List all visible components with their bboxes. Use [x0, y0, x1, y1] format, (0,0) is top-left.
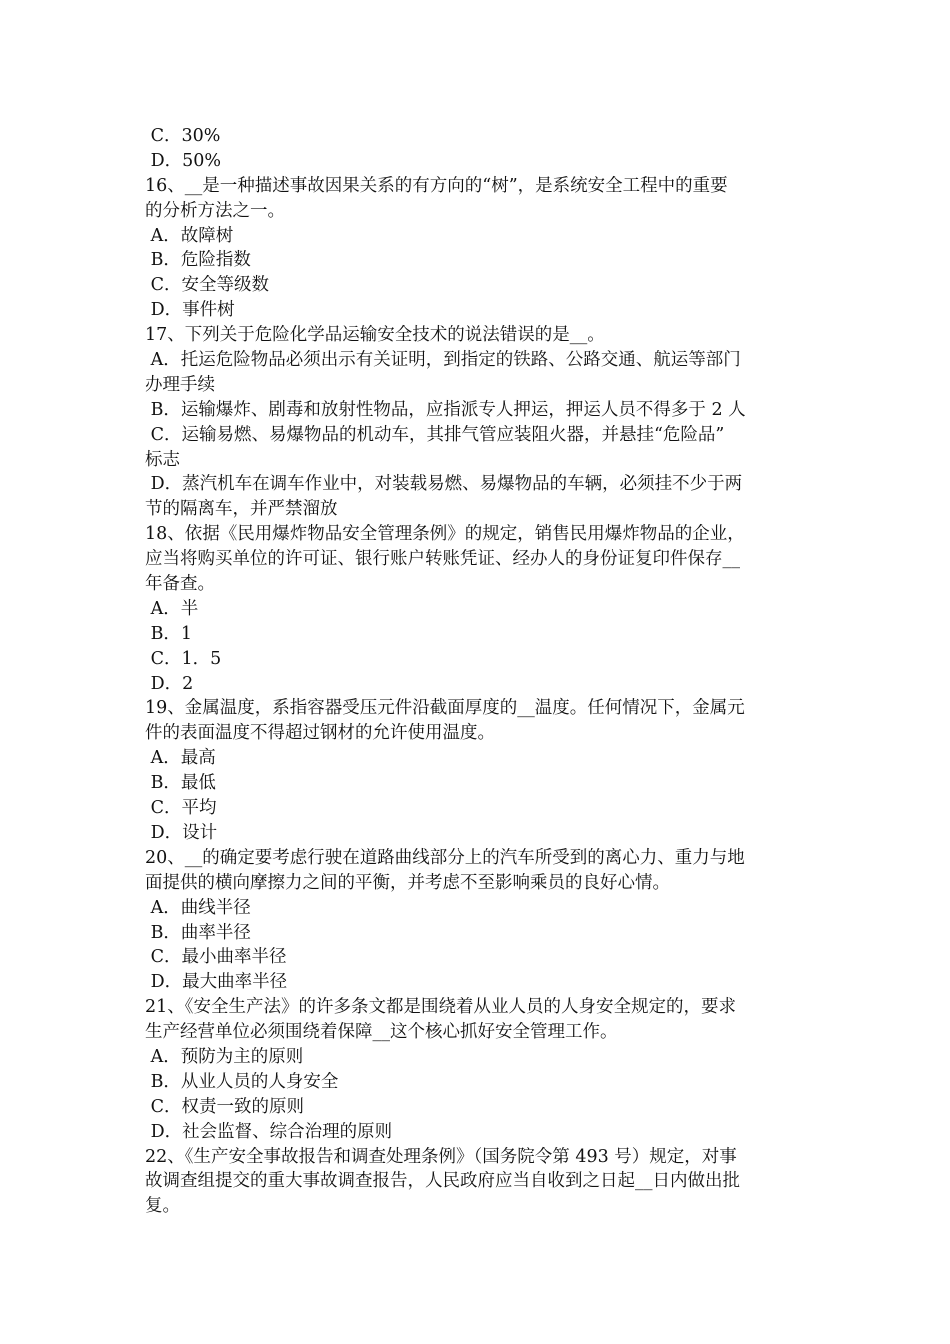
- text-line: B．从业人员的人身安全: [145, 1071, 339, 1092]
- text-line: A．最高: [145, 748, 216, 769]
- text-line: 18、依据《民用爆炸物品安全管理条例》的规定，销售民用爆炸物品的企业，: [145, 524, 745, 545]
- text-line: 办理手续: [145, 374, 215, 395]
- text-line: B．1: [145, 623, 193, 644]
- text-line: D．50%: [145, 150, 221, 171]
- text-line: D．蒸汽机车在调车作业中，对装载易燃、易爆物品的车辆，必须挂不少于两: [145, 474, 743, 495]
- text-line: 年备查。: [145, 574, 215, 595]
- text-line: C．1．5: [145, 648, 222, 669]
- text-line: A．曲线半径: [145, 897, 251, 918]
- text-line: B．最低: [145, 773, 216, 794]
- text-line: A．预防为主的原则: [145, 1046, 304, 1067]
- text-line: D．2: [145, 673, 194, 694]
- text-line: 应当将购买单位的许可证、银行账户转账凭证、经办人的身份证复印件保存__: [145, 549, 740, 570]
- text-line: D．社会监督、综合治理的原则: [145, 1121, 393, 1142]
- text-line: C．运输易燃、易爆物品的机动车，其排气管应装阻火器，并悬挂“危险品”: [145, 424, 725, 445]
- text-line: 17、下列关于危险化学品运输安全技术的说法错误的是__。: [145, 325, 605, 346]
- text-line: 件的表面温度不得超过钢材的允许使用温度。: [145, 723, 495, 744]
- text-line: A．半: [145, 598, 199, 619]
- text-line: 的分析方法之一。: [145, 200, 285, 221]
- text-line: D．设计: [145, 822, 218, 843]
- text-line: 19、金属温度，系指容器受压元件沿截面厚度的__温度。任何情况下，金属元: [145, 698, 745, 719]
- text-line: 节的隔离车，并严禁溜放: [145, 499, 338, 520]
- text-line: 20、__的确定要考虑行驶在道路曲线部分上的汽车所受到的离心力、重力与地: [145, 847, 745, 868]
- text-line: 面提供的横向摩擦力之间的平衡，并考虑不至影响乘员的良好心情。: [145, 872, 670, 893]
- text-line: A．托运危险物品必须出示有关证明，到指定的铁路、公路交通、航运等部门: [145, 350, 741, 371]
- text-line: D．事件树: [145, 300, 235, 321]
- text-line: D．最大曲率半径: [145, 972, 288, 993]
- text-line: C．最小曲率半径: [145, 947, 287, 968]
- text-line: 21、《安全生产法》的许多条文都是围绕着从业人员的人身安全规定的，要求: [145, 997, 737, 1018]
- text-line: B．运输爆炸、剧毒和放射性物品，应指派专人押运，押运人员不得多于 2 人: [145, 399, 746, 420]
- text-line: C．平均: [145, 798, 217, 819]
- text-line: 22、《生产安全事故报告和调查处理条例》（国务院令第 493 号）规定，对事: [145, 1146, 737, 1167]
- text-line: C．30%: [145, 126, 221, 146]
- text-line: 复。: [145, 1196, 180, 1217]
- text-line: B．危险指数: [145, 250, 251, 271]
- document-body: [145, 124, 810, 1219]
- text-line: C．安全等级数: [145, 275, 269, 296]
- text-line: 标志: [145, 449, 180, 470]
- text-line: C．权责一致的原则: [145, 1096, 304, 1117]
- text-line: B．曲率半径: [145, 922, 251, 943]
- text-line: 生产经营单位必须围绕着保障__这个核心抓好安全管理工作。: [145, 1022, 618, 1043]
- text-line: 16、__是一种描述事故因果关系的有方向的“树”，是系统安全工程中的重要: [145, 175, 728, 196]
- text-line: A．故障树: [145, 225, 234, 246]
- text-line: 故调查组提交的重大事故调查报告，人民政府应当自收到之日起__日内做出批: [145, 1171, 740, 1192]
